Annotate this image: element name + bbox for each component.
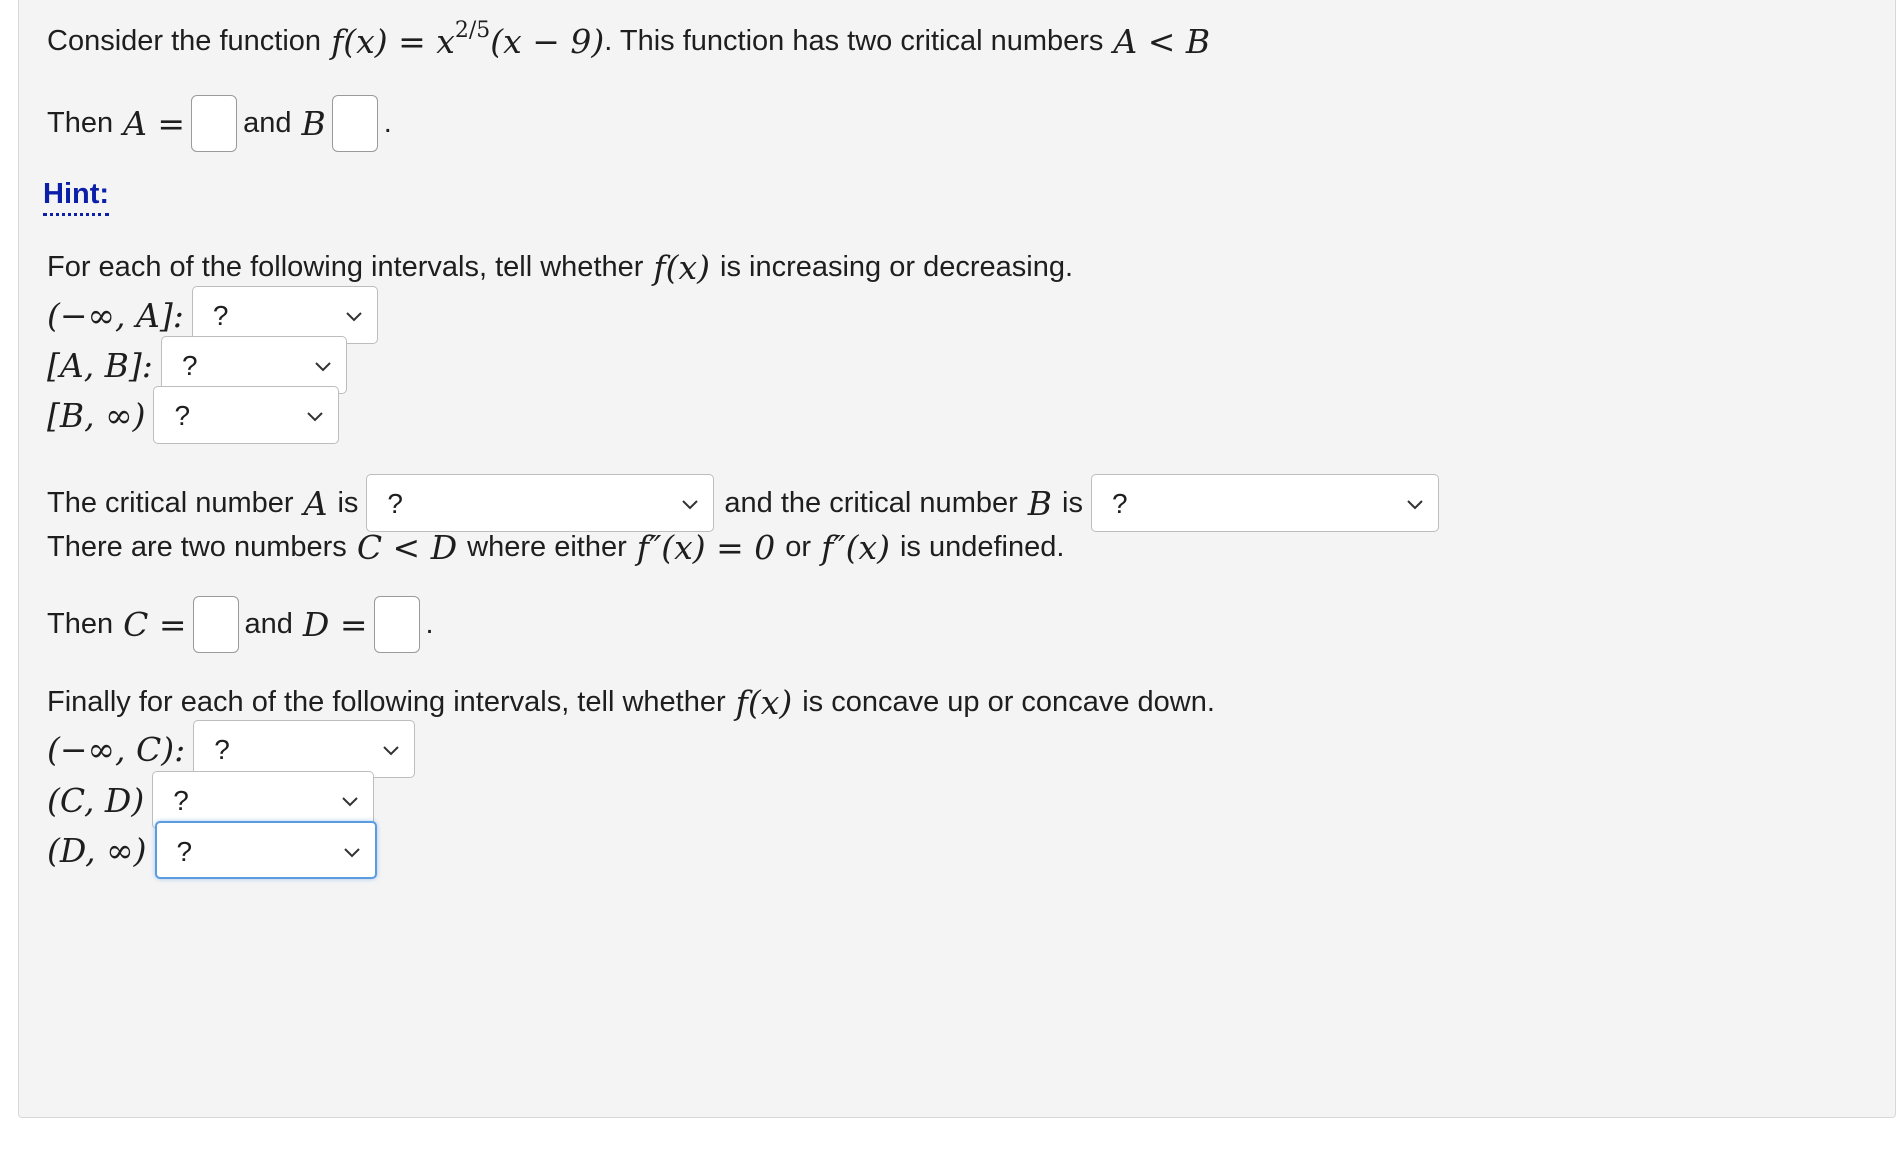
var-a: A — [303, 483, 328, 523]
select-value: ? — [212, 300, 229, 331]
chevron-down-icon — [679, 493, 701, 515]
critical-b-text: and the critical number — [724, 486, 1018, 519]
critical-line — [47, 474, 1439, 532]
period: . — [383, 107, 392, 139]
answer-a-input[interactable] — [191, 95, 237, 152]
select-value: ? — [181, 350, 198, 381]
interval-label: [B, ∞) — [47, 395, 146, 435]
chevron-down-icon — [304, 405, 326, 427]
chevron-down-icon — [312, 355, 334, 377]
select-value: ? — [174, 400, 191, 431]
critical-b-select[interactable] — [1091, 474, 1439, 532]
answer-c-input[interactable] — [193, 596, 239, 653]
var-d-label: D = — [302, 605, 368, 644]
second-derivative: f″(x) — [821, 528, 890, 567]
select-value: ? — [1111, 488, 1128, 519]
select-value: ? — [176, 836, 193, 867]
prompt-suffix: is concave up or concave down. — [802, 686, 1215, 718]
is-label: is — [337, 486, 359, 519]
concavity-select-1[interactable] — [193, 720, 415, 778]
interval-label: (−∞, C): — [47, 729, 186, 769]
or-text: or — [785, 531, 812, 563]
problem-panel — [18, 0, 1896, 1118]
increasing-prompt — [47, 248, 1073, 287]
cd-order: C < D — [356, 528, 458, 567]
undefined-text: is undefined. — [899, 531, 1065, 563]
cd-answer-line — [47, 596, 434, 653]
interval-row-3 — [47, 386, 339, 444]
concavity-select-3[interactable] — [155, 821, 377, 879]
either-text: where either — [467, 531, 627, 563]
chevron-down-icon — [343, 305, 365, 327]
interval-label: [A, B]: — [47, 345, 153, 385]
critical-order: A < B — [1113, 22, 1211, 61]
answer-b-input[interactable] — [332, 95, 378, 152]
interval-label: (C, D) — [47, 780, 145, 820]
critical-a-text: The critical number — [47, 486, 294, 519]
intro-line — [47, 18, 1211, 61]
var-b-label: B — [301, 104, 326, 143]
hint-link[interactable]: Hint: — [43, 178, 109, 216]
select-value: ? — [214, 734, 230, 765]
answer-d-input[interactable] — [374, 596, 420, 653]
intro-text: Consider the function — [47, 25, 322, 57]
select-value: ? — [387, 488, 403, 519]
prompt-text: For each of the following intervals, tell whether — [47, 251, 644, 283]
is-label: is — [1062, 486, 1083, 519]
and-label: and — [244, 608, 293, 640]
period: . — [425, 608, 434, 640]
second-derivative-zero: f″(x) = 0 — [636, 528, 776, 567]
inflection-line — [47, 528, 1064, 567]
prompt-text: Finally for each of the following intervals, tell whether — [47, 686, 726, 718]
prompt-suffix: is increasing or decreasing. — [720, 251, 1074, 283]
chevron-down-icon — [339, 790, 361, 812]
then-label: Then — [47, 608, 114, 640]
inflection-text: There are two numbers — [47, 531, 347, 563]
var-c-label: C = — [123, 605, 187, 644]
fx-label: f(x) — [653, 248, 710, 287]
function-formula: $f(x) = x^{2/5}(x - 9)$ — [331, 18, 605, 61]
hint-row — [43, 178, 109, 216]
interval-label: (D, ∞) — [47, 830, 147, 870]
and-label: and — [243, 107, 292, 139]
then-label: Then — [47, 107, 114, 139]
ab-answer-line — [47, 95, 392, 152]
chevron-down-icon — [380, 739, 402, 761]
critical-a-select[interactable] — [366, 474, 714, 532]
var-b: B — [1027, 483, 1053, 523]
concavity-prompt — [47, 683, 1215, 722]
select-value: ? — [173, 785, 189, 816]
increasing-select-3[interactable] — [153, 386, 339, 444]
interval-label: (−∞, A]: — [47, 295, 184, 335]
var-a-label: A = — [123, 104, 186, 143]
concavity-row-3 — [47, 821, 377, 879]
chevron-down-icon — [341, 841, 363, 863]
intro-suffix: . This function has two critical numbers — [604, 25, 1104, 57]
concavity-row-1 — [47, 720, 415, 778]
chevron-down-icon — [1404, 493, 1426, 515]
fx-label: f(x) — [735, 683, 793, 722]
